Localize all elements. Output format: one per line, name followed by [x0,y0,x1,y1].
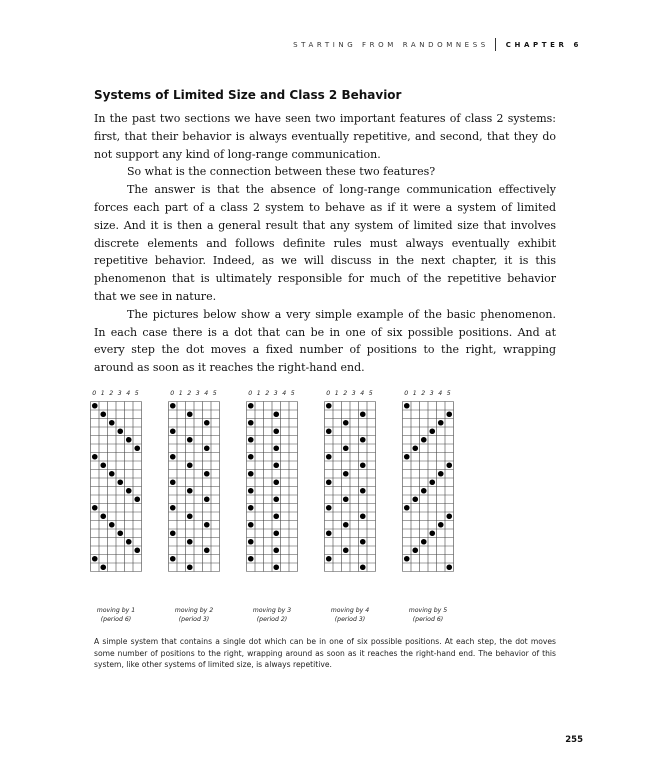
dot [170,530,176,536]
column-label: 3 [351,390,356,397]
dot [100,411,106,417]
dot [343,522,349,528]
dot [273,530,279,536]
panel-period: (period 3) [334,616,366,623]
dot [404,505,410,511]
dot [126,539,132,545]
dot [360,513,366,519]
dot [187,411,193,417]
column-label: 3 [195,390,200,397]
dot [126,488,132,494]
dot-grid [246,401,298,572]
dot [170,505,176,511]
dot [134,496,140,502]
dot [170,556,176,562]
dot [170,403,176,409]
dot [170,428,176,434]
dot [326,479,332,485]
column-label: 4 [126,390,131,397]
column-label: 0 [248,390,253,397]
dot [92,556,98,562]
dot [187,539,193,545]
panel-period: (period 3) [178,616,210,623]
dot [273,411,279,417]
dot [429,428,435,434]
section-heading: Systems of Limited Size and Class 2 Behavior [94,88,402,102]
dot [360,462,366,468]
dot [126,437,132,443]
dot [404,403,410,409]
dot [421,437,427,443]
column-label: 4 [360,390,365,397]
dot [438,420,444,426]
column-label: 1 [334,390,339,397]
column-label: 2 [421,390,426,397]
dot [248,488,254,494]
paragraph-1: In the past two sections we have seen two important features of class 2 systems: first, that their behavior is always eventually repetitive, and second, that they do not support any kind of long-range communication. [94,112,556,161]
dot [134,547,140,553]
dot [248,403,254,409]
dot [109,471,115,477]
column-label: 5 [446,390,451,397]
dot [446,411,452,417]
dot [326,556,332,562]
dot [438,522,444,528]
dot [429,479,435,485]
dot [273,428,279,434]
panel-label: moving by 5 [408,607,448,614]
panel-label: moving by 2 [174,607,214,614]
dot [248,420,254,426]
dot [446,513,452,519]
dot [412,496,418,502]
dot [92,403,98,409]
dot [204,496,210,502]
running-head [0,38,582,51]
panel-period: (period 6) [100,616,132,623]
dot [248,539,254,545]
column-label: 1 [100,390,105,397]
dot [326,505,332,511]
dot [100,564,106,570]
dot [273,479,279,485]
column-label: 2 [187,390,192,397]
dot [134,445,140,451]
dot [248,454,254,460]
dot [404,454,410,460]
column-label: 5 [134,390,139,397]
column-label: 3 [273,390,278,397]
dot [100,462,106,468]
figure-caption: A simple system that contains a single dot which can be in one of six possible positions. At each step, the dot moves some number of positions to the right, wrapping around as soon as it reaches the right-hand end. The behavior of this system, like other systems of limited size, is always repetitive. [94,637,556,669]
dot [446,462,452,468]
dot [117,530,123,536]
dot [273,496,279,502]
dot [360,437,366,443]
panel-label: moving by 3 [252,607,292,614]
dot [360,411,366,417]
dot [360,488,366,494]
dot [412,445,418,451]
figure-dot-systems [90,390,570,630]
dot [204,445,210,451]
paragraph-2: So what is the connection between these two features? [127,165,436,179]
dot [326,530,332,536]
column-label: 0 [326,390,331,397]
column-label: 1 [412,390,417,397]
column-label: 2 [343,390,348,397]
dot [343,496,349,502]
dot [326,403,332,409]
column-label: 2 [109,390,114,397]
dot [170,479,176,485]
dot [360,539,366,545]
dot [343,445,349,451]
column-label: 2 [265,390,270,397]
body-text [94,110,556,377]
dot [412,547,418,553]
dot [248,522,254,528]
panel-label: moving by 1 [96,607,136,614]
dot [404,556,410,562]
dot [273,445,279,451]
dot [326,454,332,460]
dot [438,471,444,477]
running-head-section: STARTING FROM RANDOMNESS [293,41,489,49]
dot [187,437,193,443]
column-label: 3 [429,390,434,397]
panel-period: (period 2) [256,616,288,623]
dot [421,539,427,545]
column-label: 4 [282,390,287,397]
page-number: 255 [565,735,583,745]
dot [170,454,176,460]
running-head-divider [495,38,496,51]
dot-grid [168,401,220,572]
running-head-chapter: CHAPTER 6 [505,41,582,49]
dot [429,530,435,536]
dot [204,471,210,477]
dot [92,505,98,511]
dot [117,479,123,485]
panel-period: (period 6) [412,616,444,623]
dot [204,420,210,426]
column-label: 0 [170,390,175,397]
dot [187,564,193,570]
dot [248,471,254,477]
dot-grid [324,401,376,572]
dot [446,564,452,570]
dot [204,547,210,553]
paragraph-4: The pictures below show a very simple example of the basic phenomenon. In each case there is a dot that can be in one of six possible positions. And at every step the dot moves a fixed number of positions to the right, wrapping around as soon as it reaches the right-hand end. [94,307,556,375]
dot [421,488,427,494]
column-label: 5 [368,390,373,397]
dot [248,505,254,511]
column-label: 5 [212,390,217,397]
dot [109,522,115,528]
column-label: 0 [404,390,409,397]
column-label: 5 [290,390,295,397]
dot [343,420,349,426]
dot [343,547,349,553]
column-label: 3 [117,390,122,397]
dot [343,471,349,477]
dot [273,564,279,570]
paragraph-3: The answer is that the absence of long-range communication effectively forces each part of a class 2 system to behave as if it were a system of limited size. And it is then a general result that any system of limited size that involves discrete elements and follows definite rules must always eventually exhibit repetitive behavior. Indeed, as we will discuss in the next chapter, it is this phenomenon that is ultimately responsible for much of the repetitive behavior that we see in nature. [94,183,556,303]
column-label: 4 [438,390,443,397]
dot-grid [90,401,142,572]
column-label: 1 [256,390,261,397]
dot [326,428,332,434]
dot [187,488,193,494]
dot [187,513,193,519]
dot [117,428,123,434]
column-label: 1 [178,390,183,397]
dot [248,437,254,443]
panel-caption [380,606,476,624]
panel-label: moving by 4 [330,607,370,614]
dot [100,513,106,519]
dot-grid [402,401,454,572]
dot [273,513,279,519]
dot [248,556,254,562]
column-label: 0 [92,390,97,397]
dot [187,462,193,468]
dot [92,454,98,460]
dot [204,522,210,528]
dot [360,564,366,570]
dot [109,420,115,426]
dot [273,462,279,468]
dot [273,547,279,553]
column-label: 4 [204,390,209,397]
